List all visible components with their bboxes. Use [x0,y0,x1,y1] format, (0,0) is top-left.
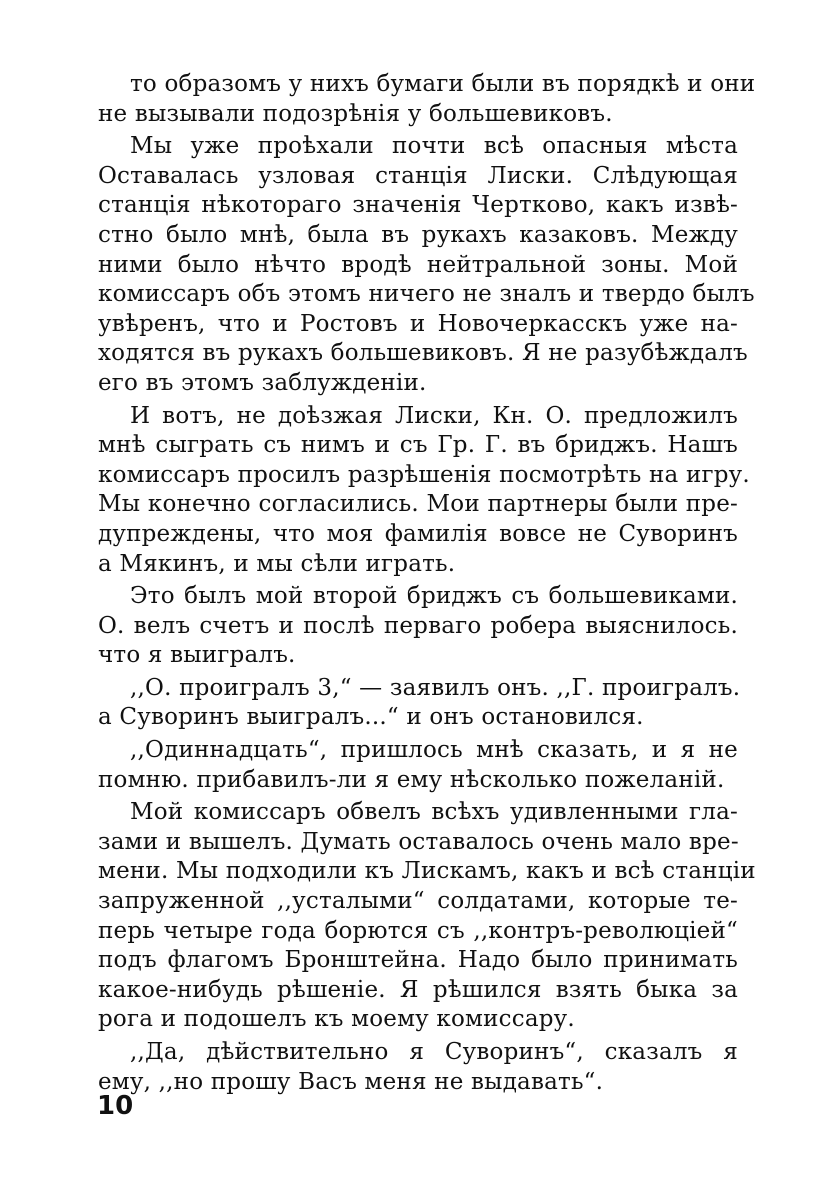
paragraph [98,402,750,580]
text-line: увѣренъ, что и Ростовъ и Новочеркасскъ уже на- [98,310,738,337]
text-line: ходятся въ рукахъ большевиковъ. Я не разубѣждалъ [98,340,748,367]
text-line: что я выигралъ. [98,642,296,669]
paragraph [98,70,756,129]
text-line: комиссаръ объ этомъ ничего не зналъ и твердо былъ [98,281,755,308]
text-line: зами и вышелъ. Думать оставалось очень мало вре- [98,828,739,855]
paragraph [98,1038,738,1097]
text-line: ему, ,,но прошу Васъ меня не выдавать“. [98,1068,604,1095]
text-line: Мой комиссаръ обвелъ всѣхъ удивленными гла- [130,799,738,826]
text-line: станція нѣкотораго значенія Чертково, какъ извѣ- [98,192,738,219]
paragraph [98,674,741,733]
text-line: ,,О. проигралъ 3,“ — заявилъ онъ. ,,Г. проигралъ. [130,674,741,701]
text-line: ними было нѣчто вродѣ нейтральной зоны. Мой [98,251,738,278]
text-line: запруженной ,,усталыми“ солдатами, которые те- [98,888,738,915]
text-line: ,,Одиннадцать“, пришлось мнѣ сказать, и я не [130,737,738,764]
text-line: мнѣ сыграть съ нимъ и съ Гр. Г. въ бриджъ. Нашъ [98,432,738,459]
text-line: ,,Да, дѣйствительно я Суворинъ“, сказалъ я [130,1039,738,1065]
page-number: 10 [97,1091,134,1121]
text-line: помню. прибавилъ-ли я ему нѣсколько пожеланій. [98,766,725,793]
text-line: О. велъ счетъ и послѣ перваго робера выяснилось. [98,612,738,639]
text-line: мени. Мы подходили къ Лискамъ, какъ и всѣ станціи [98,858,756,885]
paragraph [98,736,738,795]
text-line: не вызывали подозрѣнія у большевиковъ. [98,100,613,127]
paragraph [98,798,756,1035]
text-line: рога и подошелъ къ моему комиссару. [98,1006,575,1033]
text-line: Это былъ мой второй бриджъ съ большевиками. [130,583,738,610]
text-line: а Суворинъ выигралъ...“ и онъ остановился. [98,704,644,731]
text-line: а Мякинъ, и мы сѣли играть. [98,550,456,577]
text-line: комиссаръ просилъ разрѣшенія посмотрѣть на игру. [98,461,750,488]
text-line: какое-нибудь рѣшеніе. Я рѣшился взять быка за [98,976,738,1003]
body-text [98,70,756,1097]
text-line: подъ флагомъ Бронштейна. Надо было принимать [98,947,738,974]
text-line: стно было мнѣ, была въ рукахъ казаковъ. Между [98,221,738,248]
text-line: И вотъ, не доѣзжая Лиски, Кн. О. предложилъ [130,402,738,429]
text-line: Оставалась узловая станція Лиски. Слѣдующая [98,162,738,189]
text-line: Мы конечно согласились. Мои партнеры были пре- [98,491,738,518]
text-line: перь четыре года борются съ ,,контръ-революціей“ [98,917,738,944]
text-line: то образомъ у нихъ бумаги были въ порядкѣ и они [130,71,756,97]
text-line: его въ этомъ заблужденіи. [98,369,427,396]
text-line: дупреждены, что моя фамилія вовсе не Суворинъ [98,520,738,547]
paragraph [98,582,738,671]
paragraph [98,132,755,398]
text-line: Мы уже проѣхали почти всѣ опасныя мѣста [130,133,738,160]
